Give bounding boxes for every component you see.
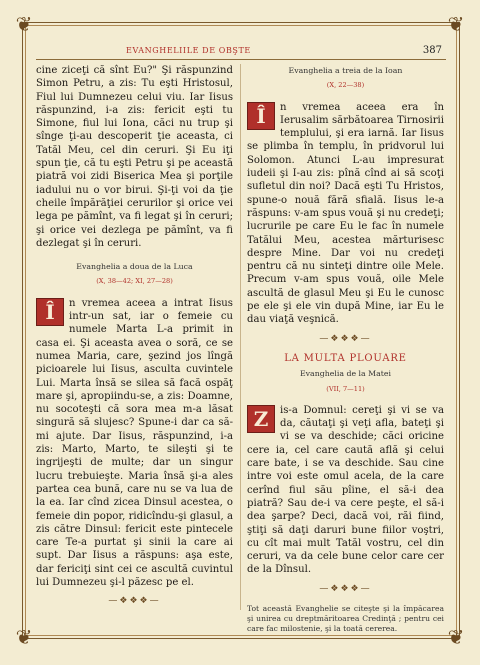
right-column: [247, 64, 444, 634]
section-heading: LA MULTA PLOUARE: [284, 352, 407, 364]
section-title: Evanghelia de la Matei: [299, 369, 392, 379]
drop-cap: Î: [36, 298, 64, 326]
paragraph: [36, 297, 233, 590]
paragraph: [247, 101, 444, 327]
ornament-divider-icon: —❖❖❖—: [319, 583, 372, 594]
page-header: [36, 46, 446, 60]
section-reference: (X, 22—38): [326, 81, 365, 90]
corner-ornament-icon: ❦: [447, 12, 465, 36]
section-text: n vremea aceea era în Ierusalim sărbătoarea Tirnosirii templului, şi era iarnă. Iar Iisus se plimba în templu, în pridvorul lui Solomon. Atunci L-au impresurat iudeii şi I-au zis: pînă cînd ai să scoţi sufletul din noi? Dacă eşti Tu Hristos, spune-o nouă fără sfială. Iisus le-a răspuns: v-am spus vouă şi nu credeţi; lucrurile pe care Eu le fac în numele Tatălui Meu, acestea mărturisesc despre Mine. Dar voi nu credeţi pentru că nu sinteţi dintre oile Mele. Precum v-am spus vouă, oile Mele ascultă de glasul Meu şi Eu le cunosc pe ele şi ele vin după Mine, iar Eu le dau viaţă veşnică.: [247, 101, 444, 326]
section-reference: (X, 38—42; XI, 27—28): [96, 277, 173, 286]
column-divider: [240, 64, 241, 610]
section-title: Evanghelia a doua de la Luca: [76, 262, 193, 272]
corner-ornament-icon: ❦: [15, 12, 33, 36]
ornament-divider-icon: —❖❖❖—: [108, 596, 161, 607]
section-text: n vremea aceea a intrat Iisus intr-un sat, iar o femeie cu numele Marta L-a primit in casa ei. Şi aceasta avea o soră, ce se numea Maria, care, şezind jos lîngă picioarele lui Iisus, asculta cuvintele Lui. Marta însă se silea să facă ospăţ mare şi, apropiindu-se, a zis: Doamne, nu socoteşti că sora mea m-a lăsat singură să slujesc? Spune-i dar ca să-mi ajute. Dar Iisus, răspunzind, i-a zis: Marto, Marto, te sileşti şi te ingrijeşti de multe; dar un singur lucru trebuieşte. Maria însă şi-a ales partea cea bună, care nu se va lua de la ea. Iar cînd zicea Dinsul acestea, o femeie din popor, ridicîndu-şi glasul, a zis către Dinsul: fericit este pintecele care Te-a purtat şi sinii la care ai supt. Dar Iisus a răspuns: aşa este, dar fericiţi sint cei ce ascultă cuvintul lui Dumnezeu şi-l păzesc pe el.: [36, 297, 233, 588]
page-number: 387: [422, 45, 442, 56]
paragraph: [247, 404, 444, 577]
footnote: Tot această Evanghelie se citeşte şi la împăcarea şi unirea cu dreptmăritoarea Credinţă ; pentru cei care fac milostenie, şi la toată cererea.: [247, 603, 444, 633]
ornament-divider-icon: —❖❖❖—: [319, 333, 372, 344]
corner-ornament-icon: ❦: [447, 625, 465, 649]
running-title: EVANGHELIILE DE OBŞTE: [126, 46, 251, 55]
section-reference: (VII, 7—11): [326, 384, 365, 393]
section-text: is-a Domnul: cereţi şi vi se va da, căutaţi şi veţi afla, bateţi şi vi se va deschide; căci oricine cere ia, cel care caută află şi celui care bate, i se va deschide. Sau cine intre voi este omul acela, de la care cerînd fiul său pîine, el să-i dea piatră? Sau de-i va cere peşte, el să-i dea şarpe? Deci, dacă voi, răi fiind, ştiţi să daţi daruri bune fiilor voştri, cu cît mai mult Tatăl vostru, cel din ceruri, va da cele bune celor care cer de la Dînsul.: [247, 404, 444, 576]
corner-ornament-icon: ❦: [15, 625, 33, 649]
left-column: [36, 64, 233, 611]
paragraph: cine ziceţi că sînt Eu?" Şi răspunzind Simon Petru, a zis: Tu eşti Hristosul, Fiul lui Dumnezeu celui viu. Iar Iisus răspunzind, i-a zis: fericit eşti tu Simone, fiul lui Iona, căci nu trup şi sînge ţi-au descoperit ţie aceasta, ci Tatăl Meu, cel din ceruri. Şi Eu iţi spun ţie, că tu eşti Petru şi pe această piatră voi zidi Biserica Mea şi porţile iadului nu o vor birui. Şi-ţi voi da ţie cheile împărăţiei cerurilor şi orice vei lega pe pămînt, va fi legat şi în ceruri; şi orice vei dezlega pe pămînt, va fi dezlegat şi în ceruri.: [36, 65, 233, 249]
drop-cap: Z: [247, 405, 275, 433]
header-rule: [36, 59, 446, 60]
section-title: Evanghelia a treia de la Ioan: [288, 66, 403, 75]
drop-cap: Î: [247, 102, 275, 130]
